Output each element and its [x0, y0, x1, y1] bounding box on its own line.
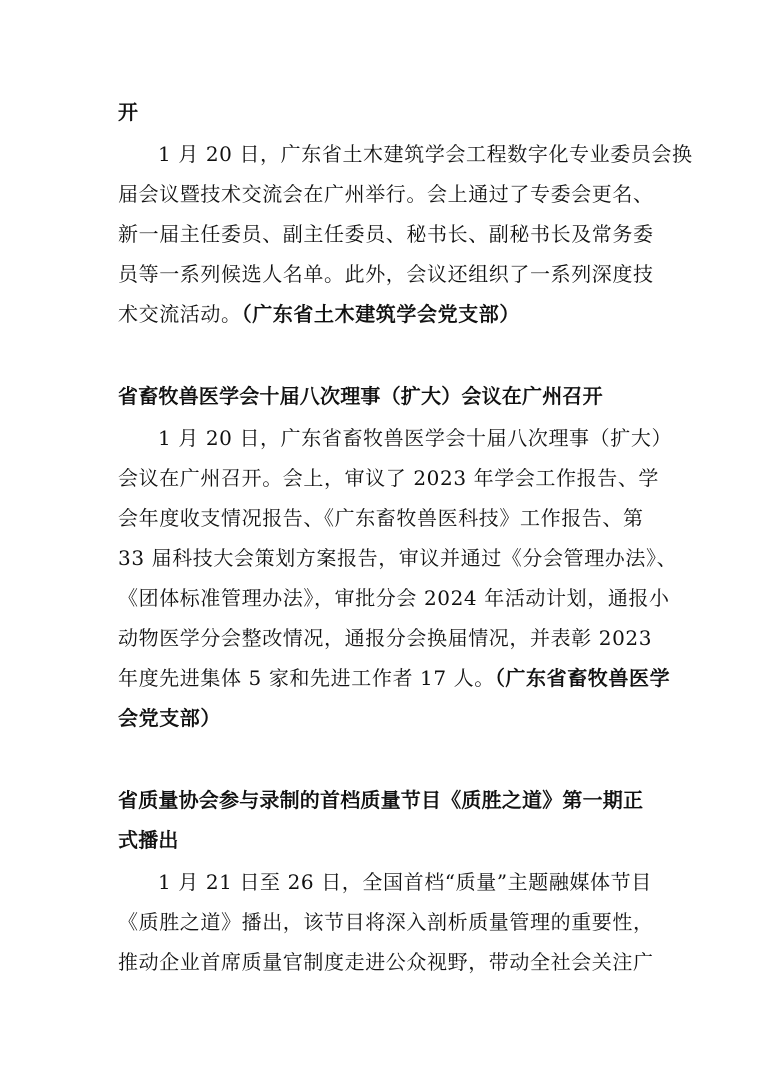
article2-line-4: 33 届科技大会策划方案报告，审议并通过《分会管理办法》、 — [118, 546, 678, 570]
article2-line-1: 1 月 20 日，广东省畜牧兽医学会十届八次理事（扩大） — [158, 426, 673, 450]
article3-title-line-1: 省质量协会参与录制的首档质量节目《质胜之道》第一期正 — [118, 788, 644, 812]
article2-title: 省畜牧兽医学会十届八次理事（扩大）会议在广州召开 — [118, 384, 603, 408]
article2-line-3: 会年度收支情况报告、《广东畜牧兽医科技》工作报告、第 — [118, 506, 644, 530]
article2-line-6: 动物医学分会整改情况，通报分会换届情况，并表彰 2023 — [118, 626, 653, 650]
article1-line-3: 新一届主任委员、副主任委员、秘书长、副秘书长及常务委 — [118, 222, 654, 246]
article1-title-tail: 开 — [118, 100, 139, 124]
article2-line-5: 《团体标准管理办法》，审批分会 2024 年活动计划，通报小 — [118, 586, 670, 610]
article3-line-3: 推动企业首席质量官制度走进公众视野，带动全社会关注广 — [118, 950, 654, 974]
article2-source-part2: 会党支部） — [118, 706, 221, 730]
article1-source: （广东省土木建筑学会党支部） — [241, 302, 521, 326]
article2-line-2: 会议在广州召开。会上，审议了 2023 年学会工作报告、学 — [118, 466, 660, 490]
article2-line-7 — [118, 664, 670, 692]
article2-source-part1: （广东省畜牧兽医学 — [494, 666, 671, 690]
article3-line-2: 《质胜之道》播出，该节目将深入剖析质量管理的重要性， — [118, 910, 654, 934]
article3-title-line-2: 式播出 — [118, 828, 179, 852]
article1-line-1: 1 月 20 日，广东省土木建筑学会工程数字化专业委员会换 — [158, 142, 693, 166]
article1-line-4: 员等一系列候选人名单。此外，会议还组织了一系列深度技 — [118, 262, 654, 286]
article3-line-1: 1 月 21 日至 26 日，全国首档“质量”主题融媒体节目 — [158, 870, 652, 894]
article2-last-text: 年度先进集体 5 家和先进工作者 17 人。 — [118, 666, 495, 690]
article1-line-5 — [118, 300, 520, 328]
article1-last-text: 术交流活动。 — [118, 302, 242, 326]
article1-line-2: 届会议暨技术交流会在广州举行。会上通过了专委会更名、 — [118, 182, 654, 206]
